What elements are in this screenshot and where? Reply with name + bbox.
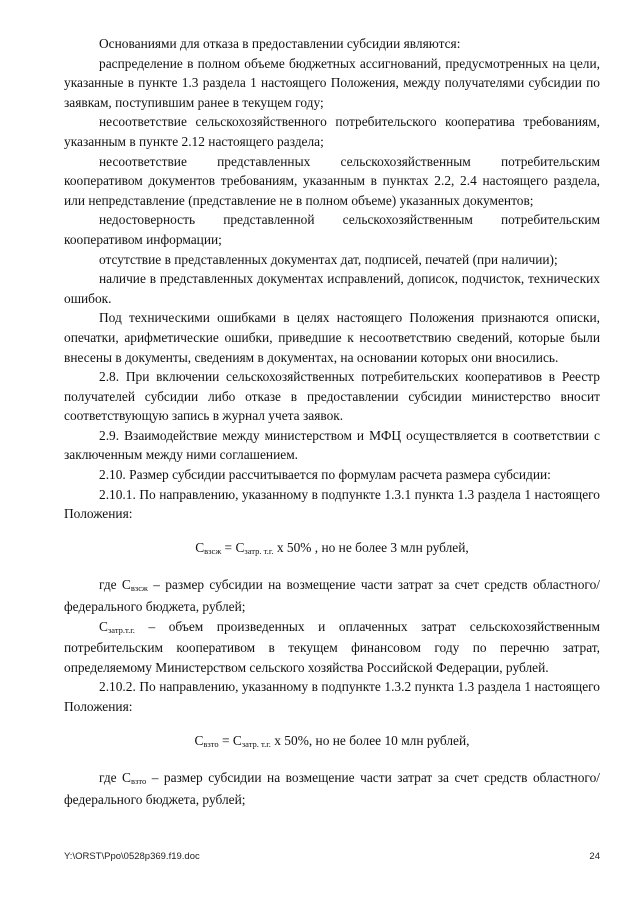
paragraph-ground-corrections: наличие в представленных документах исправлений, дописок, подчисток, технических ошибок. [64,271,600,306]
formula-2: Свзто = Сзатр. т.г. х 50%, но не более 10 млн рублей, [194,732,470,749]
paragraph-ground-missing: отсутствие в представленных документах дат, подписей, печатей (при наличии); [99,251,558,267]
document-page [64,34,600,809]
file-path: Y:\ORST\Ppo\0528p369.f19.doc [64,851,200,862]
formula-1: Свзсж = Сзатр. т.г. х 50% , но не более 3 млн рублей, [195,539,469,556]
paragraph-ground-requirements: несоответствие сельскохозяйственного потребительского кооператива требованиям, указанным в пункте 2.12 настоящего раздела; [64,114,600,149]
paragraph-2-8: 2.8. При включении сельскохозяйственных потребительских кооперативов в Реестр получателей субсидии либо отказе в предоставлении субсидии министерство вносит соответствующую запись в журнал учета заявок. [64,369,600,424]
paragraph-ground-unreliable: недостоверность представленной сельскохозяйственным потребительским кооперативом информации; [64,212,600,247]
paragraph-2-10-1: 2.10.1. По направлению, указанному в подпункте 1.3.1 пункта 1.3 раздела 1 настоящего Положения: [64,486,600,522]
paragraph-2-9: 2.9. Взаимодействие между министерством и МФЦ осуществляется в соответствии с заключенным между ними соглашением. [64,427,600,463]
paragraph-technical-errors: Под техническими ошибками в целях настоящего Положения признаются описки, опечатки, арифметические ошибки, приведшие к несоответствию сведений, которые были внесены в документы, сведениям в документах, на основании которых они вносились. [64,310,600,365]
definition-c-vzsj: где Свзсж – размер субсидии на возмещение части затрат за счет средств областного/федерального бюджета, рублей; [64,577,600,615]
paragraph-ground-documents: несоответствие представленных сельскохозяйственным потребительским кооперативом документов требованиям, указанным в пунктах 2.2, 2.4 настоящего раздела, или непредставление (представление не в полном объеме) указанных документов; [64,153,600,208]
definition-c-zatr: Сзатр.т.г. – объем произведенных и оплаченных затрат сельскохозяйственным потребительским кооперативом в текущем финансовом году по перечню затрат, определяемому Министерством сельского хозяйства Российской Федерации, рублей. [64,618,600,675]
page-number: 24 [589,851,600,862]
paragraph-2-10-2: 2.10.2. По направлению, указанному в подпункте 1.3.2 пункта 1.3 раздела 1 настоящего Положения: [64,679,600,714]
definition-c-vzto: где Свзто – размер субсидии на возмещение части затрат за счет средств областного/федерального бюджета, рублей; [64,770,600,807]
paragraph-ground-budget: распределение в полном объеме бюджетных ассигнований, предусмотренных на цели, указанные в пункте 1.3 раздела 1 настоящего Положения, между получателями субсидии по заявкам, поступившим ранее в текущем году; [64,55,600,110]
paragraph-2-10: 2.10. Размер субсидии рассчитывается по формулам расчета размера субсидии: [99,467,551,483]
paragraph-grounds-heading: Основаниями для отказа в предоставлении субсидии являются: [99,36,461,51]
